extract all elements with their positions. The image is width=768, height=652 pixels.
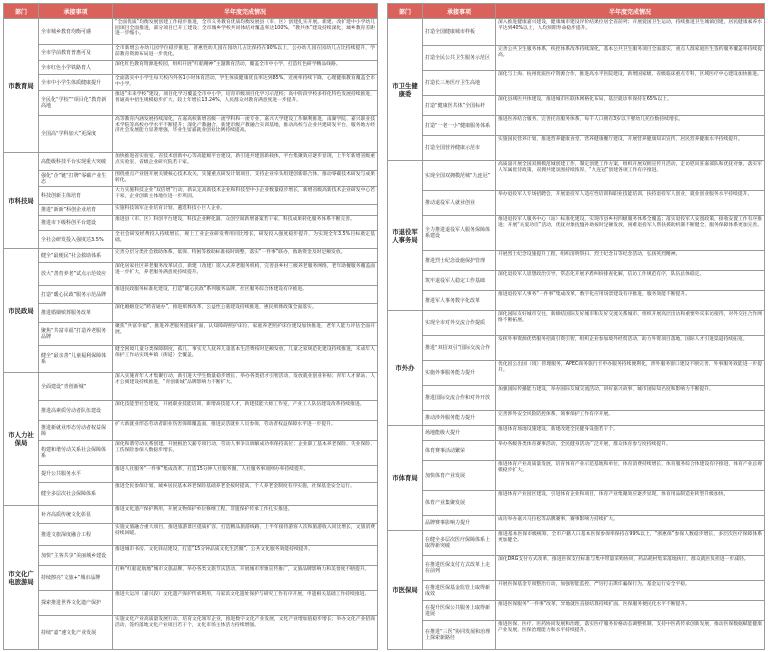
progress-text: 围绕重点产业链开展关键核心技术攻关，实施重点研发计划项目，支持企业牵头组建创新联合体，推动零碳技术研发与成果转化。 [115,172,375,183]
progress-text: 推进县（市、区）科创平台建设，科技企业孵化器、众创空间新增备案若干家，科技成果转化服务体系不断完善。 [115,217,355,222]
table-row [39,171,377,187]
table-row [423,556,764,581]
progress-text: 推进基本医保市级统筹，全市户籍人口基本医保参保率保持在99%以上，“浙惠保”参保人数稳步增长，多层次医疗保障体系更加健全。 [498,532,762,543]
table-row [423,19,764,46]
header-progress: 半年度完成情况 [496,4,764,19]
department-block [4,506,377,650]
task-item: 体育产业集聚发展 [423,491,496,515]
task-item: 全市红色小学铁路育人 [39,61,113,74]
task-item: 科技创新主体培育 [39,187,113,204]
left-table [3,3,378,650]
table-row [39,616,377,650]
progress-text: 推进退役军人服务中心（站）标准化建设，实现市县乡村四级服务体系全覆盖；落实退役军人安置政策，接收安置工作有序推进；开展“关爱功臣”活动，优抚对象抚恤补助按时足额发放，困难退役军人帮扶援助机制不断健全，服务保障体系更加完善。 [498,217,763,228]
table-row [39,466,377,483]
task-item: 全社会研发投入强度达3.5% [39,231,113,248]
department-label: 市科技局 [4,153,39,249]
progress-text: 推进退役军人事务“一件事”集成改革，数字化应用场景建设有序推进，服务效能不断提升。 [498,292,691,297]
task-item: 在推进医保基金监管上取得新成效 [423,581,496,600]
progress-text: 高等教育内涵发展持续深化，在嘉高校新增省级一流学科和一流专业，嘉兴大学建设工作顺利推进，南湖学院、嘉兴职业技术学院等高校办学水平不断提升；深化产教融合，新建市级产教融合实训基地，推动高校与企业共建研发平台，服务地方经济社会发展能力显著增强，毕业生留嘉就业创业比例持续提高。 [115,117,375,134]
progress-text: 推进全民参保计划，城乡居民基本养老保险基础养老金按时提高，个人养老金制度有序实施，社保基金安全运行。 [115,484,355,489]
task-item: 持续擦亮“文旅+”城市品牌 [39,566,113,590]
department-block [388,19,764,161]
task-item: 构建和谐劳动关系社会保障体系 [39,441,113,465]
department-label: 市体育局 [388,426,423,531]
progress-text: 发挥外事资源优势服务招商引资引智，组织企业参加境外经贸活动，助力外资项目落地，国际人才引进渠道持续拓宽。 [498,337,748,342]
table-row [39,263,377,286]
task-item: 全力推进退役军人服务保障体系建设 [423,216,496,250]
table-row [39,19,377,45]
department-block [4,249,377,373]
table-row [423,311,764,336]
task-item: 推进国际交流合作和对外开放 [423,386,496,410]
table-row [423,411,764,426]
progress-text: 推进医保服务“一件事”改革，异地就医直接结算持续扩面，医保服务便民化水平不断提升。 [498,602,691,607]
table-row [423,71,764,96]
progress-text: 打响“红船起航地”城市文旅品牌，举办各类文旅节庆活动，开展城市形象宣传推广，文旅品牌影响力和美誉度不断提升。 [115,567,370,572]
table-row [39,546,377,566]
progress-text: 优化因公出国（境）管理服务，APEC商务旅行卡申办服务持续便利化，涉外服务窗口建设不断完善，外事服务效能进一步提升。 [498,362,762,373]
table-row [39,401,377,421]
progress-text: 高质量开展全国双拥模范城创建工作，制定创建工作方案，组织开展双拥宣传月活动，走访慰问驻嘉部队和优抚对象，落实军人军属优待政策，双拥共建氛围持续浓厚，“九连冠”创建各项工作有序推进。 [498,162,762,173]
header-row [388,4,764,19]
progress-text: 全社会研发经费投入持续增长，规上工业企业研发费用同比增长，研发投入强度稳步提升，为实现全年3.5%目标奠定基础。 [115,232,375,243]
task-item: 推进婚姻殡葬服务改革 [39,304,113,322]
progress-text: 深入实施青年人才集聚行动，新引进大学生数量稳步增长，举办各类招才引智活动，发放就业创业补贴；青年人才驿站、人才公寓建设持续推进，“青创新城”品牌影响力不断扩大。 [115,374,375,385]
table-row [423,96,764,116]
task-item: 打造全国健康城市样板 [423,19,496,45]
progress-text: 推进医保、医疗、医药协同发展和治理，落实医疗服务价格动态调整机制，支持中医药传承创新发展，推动医保数据赋能健康产业发展，医保治理能力和水平持续提升。 [498,622,762,633]
task-item: 推进高素质劳动者队伍建设 [39,401,113,420]
progress-text: 推进体育场地设施建设，新建改建全民健身设施若干个。 [498,427,618,432]
table-row [423,461,764,491]
progress-text: 开展烈士纪念设施提升工程，组织清明祭扫、烈士纪念日等纪念活动，弘扬英烈精神。 [498,252,681,257]
progress-text: 深化居家社区养老服务改革试点，新建（改建）嵌入式养老服务机构，完善县乡村三级养老服务网络，老年助餐服务覆盖面进一步扩大，养老服务满意度持续提升。 [115,264,375,275]
table-row [423,271,764,291]
progress-text: 全面落实中小学生每天校内外各1小时体育活动，学生体质健康优良率达到85%，近视率持续下降，心理健康教育覆盖全市中小学。 [115,76,375,87]
task-item: 推进“新新”科创企业培育 [39,205,113,215]
task-item: 推进文旅深度融合工程 [39,524,113,545]
header-item: 承接事项 [423,4,496,19]
progress-text: 实施科技领军企业培育计划，遴选科技小巨人企业。 [115,206,226,211]
task-item: 推进军人事务数字化改革 [423,291,496,310]
progress-text: 全市新增公办幼儿园学位稳步推进，普惠性幼儿园在园幼儿占比保持在90%以上，公办幼儿园在园幼儿占比持续提升，学前教育资源布局进一步优化。 [115,46,375,57]
task-item: 打造全国营养健康示范市 [423,136,496,160]
task-item: 推动涉外服务能力提升 [423,411,496,425]
department-label: 市人力社保局 [4,373,39,506]
task-item: 补齐高质传统文化彰显 [39,506,113,523]
header-item: 承接事项 [39,4,113,19]
table-row [423,291,764,311]
progress-text: 推进城市书房、文化驿站建设，打造“15分钟品质文化生活圈”，公共文化服务效能持续提升。 [115,547,314,552]
table-row [423,136,764,161]
task-item: 实现全国双拥模范城“九连冠” [423,161,496,190]
progress-text: 实施文旅融合重大项目，推进旅游景区提质扩容，打造精品旅游线路，上半年接待游客人次和旅游收入同比增长，文旅消费持续回暖。 [115,525,375,536]
department-block [388,161,764,311]
department-label: 市外办 [388,311,423,426]
table-row [39,524,377,546]
progress-text: 深化县域医共体建设，推进城市医联体网格化布局，基层就诊率保持在65%以上。 [498,97,672,102]
header-department: 部门 [388,4,423,19]
department-label: 市教育局 [4,19,39,153]
task-item: 全市中小学生体质健康提升 [39,75,113,90]
department-label: 市民政局 [4,249,39,373]
progress-text: 推进医养结合服务，完善托育服务体系，每千人口拥有3岁以下婴幼儿托位数持续增长。 [498,117,684,122]
table-row [423,361,764,386]
progress-text: 扩大新就业形态劳动者职业伤害保障覆盖面，推进灵活就业人员参保，劳动者权益保障水平进一步提升。 [115,422,336,427]
progress-text: 深化与上海、杭州优质医疗资源合作，推进高水平医院建设，新增国家级、省级临床重点专科，区域医疗中心建设加快推进。 [498,72,762,77]
task-item: 高能级科技平台实现重大突破 [39,153,113,170]
header-progress: 半年度完成情况 [113,4,377,19]
table-row [39,286,377,304]
task-item: 放大“善育养老”试点示范效应 [39,263,113,285]
progress-text: 聚焦“共富幸福”，推进养老服务提质扩面，认知障碍照护床位、家庭养老照护床位建设加快推进，老年人能力评估全面开展。 [115,324,375,335]
task-item: 全面建设“青创新城” [39,373,113,400]
table-row [39,45,377,61]
progress-text: 加强国际传播能力建设，举办国际友城交流活动，讲好嘉兴故事，城市国际知名度和影响力不断提升。 [498,387,714,392]
table-row [423,251,764,271]
table-row [39,441,377,466]
table-row [39,205,377,216]
task-item: 打造长三角医疗卫生高地 [423,71,496,95]
progress-text: 推进体育产业高质量发展，培育体育产业示范基地和单位，体育消费持续增长，体育服务综合体建设有序推进，体育产业总规模稳步扩大。 [498,462,762,473]
task-item: 全市城乡教育均衡可感 [39,19,113,44]
progress-text: 健全困境儿童分类保障制度，孤儿、事实无人抚养儿童基本生活费按时足额发放，儿童之家规范化建设持续推进，未成年人保护工作站实现乡镇（街道）全覆盖。 [115,347,375,358]
progress-text: 深化技能型社会建设，开展职业技能培训，新增高技能人才，新建技能大师工作室，产业工人队伍建设改革持续推进。 [115,402,365,407]
header-row [4,4,377,19]
progress-text: 实施文化产业高质量发展行动，培育文化领军企业，推进数字文化产业发展，文化产业增加值稳步增长；举办文化产业招商活动，签约落地文化产业项目若干个，文化市场主体活力持续增强。 [115,617,375,628]
department-block [4,153,377,249]
department-block [388,311,764,426]
right-table [387,3,765,650]
task-item: 打造“健康医共体”全国标杆 [423,96,496,115]
task-item: 在提升医保公共服务上取得新进展 [423,601,496,620]
task-item: 打造“一老一小”健康服务体系 [423,116,496,135]
task-item: 健全多层次社会保障体系 [39,483,113,505]
table-row [423,336,764,361]
progress-text: 大力实施科技企业“双倍增”行动，新认定高新技术企业和科技型中小企业数量稳步增长，新增省级高新技术企业研发中心若干家，企业创新主体地位进一步巩固。 [115,188,375,199]
progress-text: 深化DRG支付方式改革，推进医保支付标准与集中带量采购协同，药品耗材集采落地执行，群众就医负担进一步减轻。 [498,557,749,562]
task-item: 全市学前教育普惠可及 [39,45,113,60]
table-row [423,601,764,621]
table-row [423,621,764,650]
task-item: 品牌赛事影响力提升 [423,516,496,530]
table-row [39,304,377,323]
progress-text: 深入推进健康嘉兴建设，健康城市建设评价结果位居全省前列；开展爱国卫生运动，持续推进卫生城镇创建，居民健康素养水平达到40%以上，人均预期寿命稳步提升。 [498,20,762,31]
task-item: 加快体育产业发展 [423,461,496,490]
table-row [39,373,377,401]
progress-text: 加快推进省实验室、省技术创新中心等高能级平台建设，新引进共建创新载体，平台集聚效应逐步显现，上半年新增省级重点实验室、省级企业研究院若干家。 [115,154,375,165]
department-label: 市文化广电旅游局 [4,506,39,650]
task-item: 推进烈士纪念设施保护管理 [423,251,496,270]
task-item: 提升公共服务水平 [39,466,113,482]
task-item: 加快“主客共享”美丽城乡建设 [39,546,113,565]
department-label: 市卫生健康委 [388,19,423,161]
progress-text: 举办各级各类体育赛事活动，全民健身活动广泛开展，群众体育参与度持续提升。 [498,442,671,447]
progress-text: 开展医保基金专项整治行动，加强智能监控，严厉打击欺诈骗保行为，基金运行安全平稳。 [498,582,690,587]
table-row [39,483,377,506]
progress-text: 推进大运河（嘉兴段）文化遗产保护传承利用，马家浜文化遗址保护与研究工作有序开展，申遗相关基础工作持续推进。 [115,592,370,597]
task-item: 实现全市对外交流合作提质 [423,311,496,335]
task-item: 强化“企”链“打牌”零碳产业生态 [39,171,113,186]
progress-text: 完善公共卫生服务体系，疾控体系改革持续深化，基本公共卫生服务项目全面落实，重点人群家庭医生签约服务覆盖率持续提高。 [498,47,762,58]
task-item: 打造“暖心民政”服务示范品牌 [39,286,113,303]
task-item: 推进新就业形态劳动者权益保障 [39,421,113,440]
table-row [423,191,764,216]
table-row [39,506,377,524]
table-row [39,323,377,346]
progress-text: 举办退役军人专场招聘会，开展退役军人适应性培训和职业技能培训，扶持退役军人创业，就业创业服务水平持续提升。 [498,192,753,197]
table-row [39,187,377,205]
department-block [388,426,764,531]
department-label: 市医保局 [388,531,423,650]
progress-text: 成功举办嘉兴马拉松等品牌赛事，赛事影响力持续扩大。 [498,517,618,522]
task-item: 打造全民公共卫生服务示范区 [423,46,496,70]
progress-text: “全面优质”均衡发展创建工作稳步推进，全市义务教育优质均衡发展县（市、区）创建扎实开展。新建、改扩建中小学幼儿园项目全面推进，部分项目已开工建设；全市城乡学校共同体结对覆盖率达100%，“教共体”建设持续深化，城乡教育差距进一步缩小。 [115,20,375,37]
task-item: 场地能级大提升 [423,426,496,440]
task-item: 推进“双招双引”国际交流合作 [423,336,496,360]
progress-text: 完善涉外安全风险防控体系，领事保护工作有序开展。 [498,412,614,417]
table-row [423,426,764,441]
table-row [423,531,764,556]
header-department: 部门 [4,4,39,19]
table-row [423,441,764,461]
progress-text: 深化红色教育资源进校园，组织开展“红船精神”主题教育活动，覆盖全市中小学，打造红色研学精品线路。 [115,62,341,67]
table-row [39,75,377,91]
table-row [39,91,377,116]
task-item: 在推进“三医”协同发展和治理上探索新路径 [423,621,496,649]
progress-text: 推进民政服务标准化建设，打造“暖心民政”系列服务品牌，社区服务综合体建设有序推进。 [115,287,308,292]
department-label: 市退役军人事务局 [388,161,423,311]
task-item: 在推进医保支付方式改革上走在前列 [423,556,496,580]
task-item: 筑牢退役军人稳定工作基础 [423,271,496,290]
progress-text: 深化婚姻登记“跨省通办”，推进殡葬改革，公益性公墓建设持续推进，惠民殡葬政策全面落实。 [115,305,317,310]
table-row [39,566,377,591]
task-item: 全国高“学科加大”更深度 [39,116,113,152]
table-row [39,216,377,231]
table-row [39,346,377,373]
table-row [39,61,377,75]
department-block [4,373,377,506]
table-row [39,249,377,263]
task-item: 全民化“学校”“项目化”教育新高地 [39,91,113,115]
task-item: 持续“嘉”速文化产业发展 [39,616,113,649]
task-item: 推动退役军人就业创业 [423,191,496,215]
task-item: 探索推进世界文化遗产保护 [39,591,113,615]
task-item: 聚焦“共富幸福”打造养老服务品牌 [39,323,113,345]
task-item: 健全“最便民”社会救助体系 [39,249,113,262]
table-row [39,591,377,616]
table-row [39,153,377,171]
table-row [423,161,764,191]
table-row [423,581,764,601]
progress-text: 深化国际友好城市交往，新缔结国际友好城市和友好交流关系城市，组织开展高层出访和重要外宾来访接待，对外交往合作网络不断拓展。 [498,312,762,323]
table-row [423,216,764,251]
progress-text: 推进体育产业园区建设，引进体育企业和项目，体育产业集聚效应逐步显现，体育用品制造业转型升级加快。 [498,492,729,497]
progress-text: 深化和谐劳动关系创建，开展根治欠薪专项行动，劳动人事争议调解成功率保持高位；企业职工基本养老保险、失业保险、工伤保险参保人数稳步增长。 [115,442,375,453]
table-row [39,231,377,249]
task-item: 体育赛事活动繁荣 [423,441,496,460]
table-row [423,491,764,516]
task-item: 在健全多层次医疗保障体系上取得新突破 [423,531,496,555]
task-item: 实施外事服务能力提升 [423,361,496,385]
task-item: 健全“最亲善”儿童福利保障体系 [39,346,113,372]
table-row [423,46,764,71]
task-item: 推进市下级科创平台建设 [39,216,113,230]
table-row [39,116,377,153]
table-row [423,116,764,136]
table-row [423,516,764,531]
progress-text: 深化退役军人思想政治引导，常态化开展矛盾纠纷排查化解，信访工作规范有序，队伍总体稳定。 [498,272,705,277]
progress-text: 实施国民营养计划，推进营养健康食堂、营养健康餐厅建设，开展营养健康知识宣传，居民营养健康水平持续提升。 [498,137,743,142]
table-row [39,421,377,441]
department-block [388,531,764,650]
progress-text: 推进“未来学校”建设，项目化学习覆盖全市中小学，培育市级项目化学习示范校；高中阶段学校多样化特色发展持续推进，普通高中招生规模稳步扩大，较上年增长13.24%，人民群众对教育满意度进一步提升。 [115,92,375,103]
progress-text: 推进人社服务“一件事”集成改革，打造15分钟人社服务圈，人社服务事项网办率持续提升。 [115,467,309,472]
department-block [4,19,377,153]
table-row [423,386,764,411]
progress-text: 推进文化遗产保护利用，开展文物保护单位修缮工程，非遗保护传承工作扎实推进。 [115,507,293,512]
progress-text: 完善分层分类社会救助体系，低保、特困等救助标准按时调整，落实“一件事”联办，救助资金及时足额发放。 [115,250,346,255]
